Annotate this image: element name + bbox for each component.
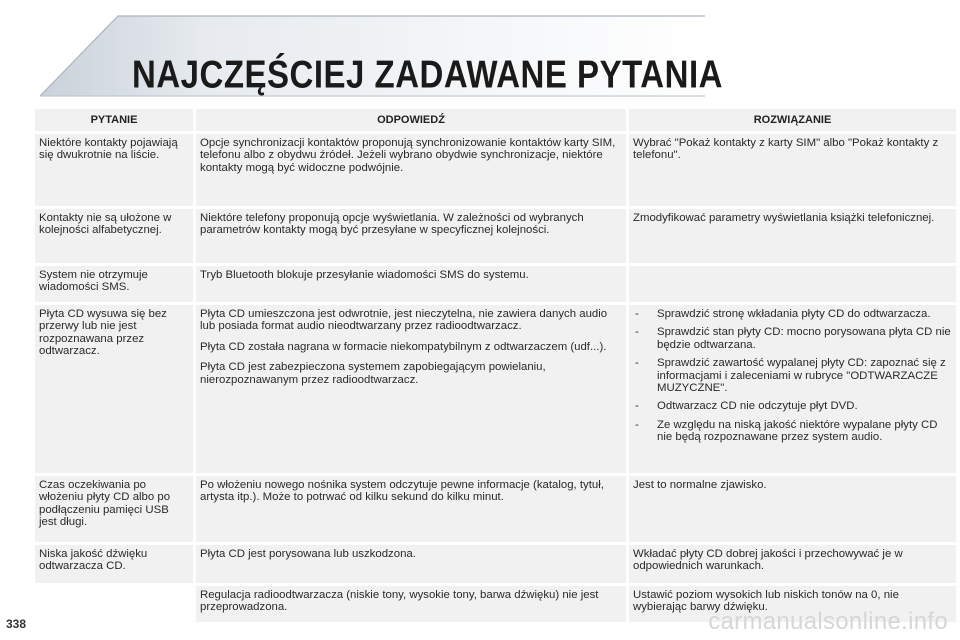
table-row: [35, 476, 956, 542]
answer-text: Tryb Bluetooth blokuje przesyłanie wiadomości SMS do systemu.: [200, 269, 529, 281]
answer-cell: [196, 586, 626, 622]
list-item: - Sprawdzić stan płyty CD: mocno porysowana płyta CD nie będzie odtwarzana.: [633, 326, 952, 351]
solution-cell: Wybrać "Pokaż kontakty z karty SIM" albo "Pokaż kontakty z telefonu".: [629, 134, 956, 206]
list-item: - Odtwarzacz CD nie odczytuje płyt DVD.: [633, 400, 952, 412]
solution-cell: [629, 305, 956, 473]
solution-cell: Zmodyfikować parametry wyświetlania książki telefonicznej.: [629, 209, 956, 263]
list-item: - Sprawdzić stronę wkładania płyty CD do odtwarzacza.: [633, 308, 952, 320]
answer-cell: [196, 134, 626, 206]
answer-text: Niektóre telefony proponują opcje wyświetlania. W zależności od wybranych parametrów kontakty mogą być przesyłane w specyficznej kolejności.: [200, 212, 584, 237]
answer-text: Płyta CD umieszczona jest odwrotnie, jest nieczytelna, nie zawiera danych audio lub posiada format audio nieodtwarzany przez radioodtwarzacz.: [200, 308, 608, 333]
column-header-solution: ROZWIĄZANIE: [629, 109, 956, 131]
question-cell: Czas oczekiwania po włożeniu płyty CD albo po podłączeniu pamięci USB jest długi.: [35, 476, 193, 542]
column-header-answer: ODPOWIEDŹ: [196, 109, 626, 131]
question-cell: Niska jakość dźwięku odtwarzacza CD.: [35, 545, 193, 583]
answer-cell: [196, 305, 626, 473]
solution-cell: Wkładać płyty CD dobrej jakości i przechowywać je w odpowiednich warunkach.: [629, 545, 956, 583]
answer-text: Po włożeniu nowego nośnika system odczytuje pewne informacje (katalog, tytuł, artysta itp.). Może to potrwać od kilku sekund do kilku minut.: [200, 479, 604, 504]
answer-text: Płyta CD jest porysowana lub uszkodzona.: [200, 548, 416, 560]
question-cell: System nie otrzymuje wiadomości SMS.: [35, 266, 193, 302]
question-cell: Kontakty nie są ułożone w kolejności alfabetycznej.: [35, 209, 193, 263]
solution-cell: Jest to normalne zjawisko.: [629, 476, 956, 542]
list-item: - Ze względu na niską jakość niektóre wypalane płyty CD nie będą rozpoznawane przez system audio.: [633, 419, 952, 444]
answer-text: Płyta CD jest zabezpieczona systemem zapobiegającym powielaniu, nierozpoznawanym przez radioodtwarzacz.: [200, 361, 546, 386]
solution-list: [633, 308, 952, 444]
answer-text: Regulacja radioodtwarzacza (niskie tony, wysokie tony, barwa dźwięku) nie jest przeprowadzona.: [200, 589, 599, 614]
answer-text: Płyta CD została nagrana w formacie niekompatybilnym z odtwarzaczem (udf...).: [200, 340, 607, 353]
table-row: [35, 209, 956, 263]
solution-cell: Ustawić poziom wysokich lub niskich tonów na 0, nie wybierając barwy dźwięku.: [629, 586, 956, 622]
table-row: [35, 134, 956, 206]
table-row: [35, 305, 956, 473]
table-row: [35, 266, 956, 302]
table-row: [35, 545, 956, 583]
question-cell: Płyta CD wysuwa się bez przerwy lub nie jest rozpoznawana przez odtwarzacz.: [35, 305, 193, 473]
page-number: 338: [6, 617, 27, 631]
solution-cell: [629, 266, 956, 302]
answer-cell: [196, 209, 626, 263]
faq-table: [32, 106, 959, 625]
page-title: NAJCZĘŚCIEJ ZADAWANE PYTANIA: [132, 52, 723, 96]
answer-cell: [196, 476, 626, 542]
question-cell: Niektóre kontakty pojawiają się dwukrotnie na liście.: [35, 134, 193, 206]
column-header-question: PYTANIE: [35, 109, 193, 131]
question-cell: [35, 586, 193, 622]
table-header-row: [35, 109, 956, 131]
answer-cell: [196, 545, 626, 583]
list-item: - Sprawdzić zawartość wypalanej płyty CD: zapoznać się z informacjami i zaleceniami w rubryce "ODTWARZACZE MUZYCZNE".: [633, 357, 952, 394]
answer-text: Opcje synchronizacji kontaktów proponują synchronizowanie kontaktów karty SIM, telefonu albo z obydwu źródeł. Jeżeli wybrano obydwie synchronizacje, niektóre kontakty mogą być widoczne podwójnie.: [200, 137, 616, 174]
answer-cell: [196, 266, 626, 302]
watermark: carmanualsonline.info: [708, 608, 948, 635]
